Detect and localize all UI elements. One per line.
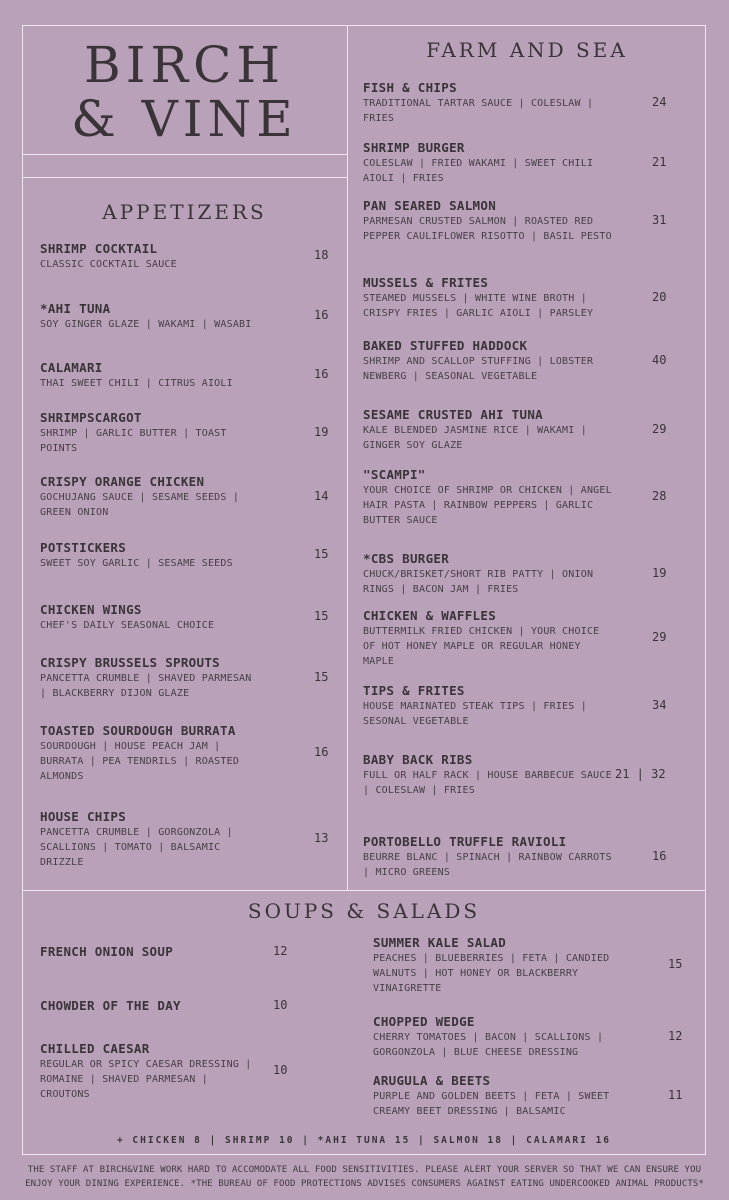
menu-item-description: YOUR CHOICE OF SHRIMP OR CHICKEN | ANGEL HAIR PASTA | RAINBOW PEPPERS | GARLIC BUTTER SAUCE	[363, 485, 612, 526]
menu-item	[363, 607, 618, 669]
logo-line-1: BIRCH	[83, 36, 285, 94]
menu-item-price: 12	[273, 943, 288, 958]
menu-item-price: 16	[314, 745, 329, 759]
menu-item-name: SHRIMPSCARGOT	[40, 410, 142, 425]
menu-item-description: REGULAR OR SPICY CAESAR DRESSING | ROMAINE | SHAVED PARMESAN | CROUTONS	[40, 1059, 252, 1100]
menu-item	[40, 943, 255, 960]
menu-item-name: FISH & CHIPS	[363, 80, 457, 95]
menu-item-description: TRADITIONAL TARTAR SAUCE | COLESLAW | FRIES	[363, 98, 594, 124]
menu-item-price: 31	[652, 212, 667, 227]
menu-item-price: 29	[652, 421, 667, 436]
menu-item-price: 16	[652, 848, 667, 863]
restaurant-logo	[22, 38, 347, 146]
menu-item	[373, 1072, 633, 1119]
menu-item-price: 10	[273, 997, 288, 1012]
menu-item-name: MUSSELS & FRITES	[363, 275, 489, 290]
menu-item	[363, 751, 618, 798]
menu-item-description: CHERRY TOMATOES | BACON | SCALLIONS | GORGONZOLA | BLUE CHEESE DRESSING	[373, 1032, 604, 1058]
menu-item	[40, 808, 255, 870]
menu-item	[40, 359, 255, 391]
menu-item	[363, 274, 618, 321]
menu-item-description: PARMESAN CRUSTED SALMON | ROASTED RED PEPPER CAULIFLOWER RISOTTO | BASIL PESTO	[363, 216, 612, 242]
menu-item	[40, 240, 255, 272]
menu-item	[40, 539, 255, 571]
menu-item-description: BUTTERMILK FRIED CHICKEN | YOUR CHOICE OF HOT HONEY MAPLE OR REGULAR HONEY MAPLE	[363, 626, 600, 667]
menu-item	[40, 997, 255, 1014]
menu-item-price: 18	[314, 248, 329, 262]
menu-item	[373, 934, 633, 996]
menu-item-price: 13	[314, 831, 329, 845]
logo-rule-top	[22, 154, 347, 155]
menu-item-description: GOCHUJANG SAUCE | SESAME SEEDS | GREEN ONION	[40, 492, 240, 518]
menu-item-description: PANCETTA CRUMBLE | SHAVED PARMESAN | BLACKBERRY DIJON GLAZE	[40, 673, 252, 699]
menu-item-price: 21 | 32	[615, 766, 666, 781]
menu-item-name: CHOPPED WEDGE	[373, 1014, 475, 1029]
menu-item-price: 10	[273, 1063, 288, 1077]
logo-rule-bottom	[22, 177, 347, 178]
menu-item	[363, 197, 618, 244]
menu-item	[40, 473, 255, 520]
menu-item-price: 29	[652, 630, 667, 644]
menu-item	[40, 601, 255, 633]
menu-item-name: CRISPY ORANGE CHICKEN	[40, 474, 205, 489]
menu-item-description: SHRIMP AND SCALLOP STUFFING | LOBSTER NEWBERG | SEASONAL VEGETABLE	[363, 356, 594, 382]
menu-item-description: CLASSIC COCKTAIL SAUCE	[40, 259, 177, 270]
footer-line-2: ENJOY YOUR DINING EXPERIENCE. *THE BUREAU OF FOOD PROTECTIONS ADVISES CONSUMERS AGAINST EATING UNDERCOOKED ANIMAL PRODUCTS*	[25, 1179, 704, 1189]
menu-item-description: BEURRE BLANC | SPINACH | RAINBOW CARROTS | MICRO GREENS	[363, 852, 612, 878]
column-divider	[347, 25, 348, 890]
menu-item-name: PORTOBELLO TRUFFLE RAVIOLI	[363, 834, 567, 849]
menu-item-name: BAKED STUFFED HADDOCK	[363, 338, 528, 353]
menu-item-name: CHICKEN WINGS	[40, 602, 142, 617]
menu-item-name: TIPS & FRITES	[363, 683, 465, 698]
menu-item-price: 11	[668, 1087, 683, 1102]
menu-item	[40, 300, 255, 332]
menu-item-description: CHUCK/BRISKET/SHORT RIB PATTY | ONION RINGS | BACON JAM | FRIES	[363, 569, 594, 595]
menu-item-price: 15	[314, 547, 329, 561]
menu-item	[363, 79, 618, 126]
menu-item-price: 40	[652, 352, 667, 367]
menu-item-description: FULL OR HALF RACK | HOUSE BARBECUE SAUCE | COLESLAW | FRIES	[363, 770, 612, 796]
menu-item-name: PAN SEARED SALMON	[363, 198, 497, 213]
menu-item-name: SHRIMP COCKTAIL	[40, 241, 158, 256]
menu-item-description: HOUSE MARINATED STEAK TIPS | FRIES | SESONAL VEGETABLE	[363, 701, 587, 727]
menu-item-price: 15	[314, 669, 329, 684]
menu-item-name: SESAME CRUSTED AHI TUNA	[363, 407, 543, 422]
menu-item-name: *CBS BURGER	[363, 551, 450, 566]
logo-line-2: & VINE	[71, 90, 298, 148]
menu-item-name: HOUSE CHIPS	[40, 809, 127, 824]
menu-item	[363, 466, 618, 528]
menu-item-price: 15	[668, 957, 683, 971]
menu-item-price: 21	[652, 154, 667, 169]
menu-item-name: CALAMARI	[40, 360, 103, 375]
menu-item	[363, 139, 618, 186]
appetizers-heading: APPETIZERS	[102, 200, 267, 224]
menu-item-price: 20	[652, 289, 667, 304]
footer-line-1: THE STAFF AT BIRCH&VINE WORK HARD TO ACCOMODATE ALL FOOD SENSITIVITIES. PLEASE ALERT YOUR SERVER SO THAT WE CAN ENSURE YOU	[27, 1165, 702, 1175]
menu-item-description: STEAMED MUSSELS | WHITE WINE BROTH | CRISPY FRIES | GARLIC AIOLI | PARSLEY	[363, 293, 594, 319]
menu-item	[363, 550, 618, 597]
soups-rule	[22, 890, 706, 891]
menu-item-name: BABY BACK RIBS	[363, 752, 473, 767]
menu-item-description: COLESLAW | FRIED WAKAMI | SWEET CHILI AIOLI | FRIES	[363, 158, 594, 184]
menu-item-description: KALE BLENDED JASMINE RICE | WAKAMI | GINGER SOY GLAZE	[363, 425, 587, 451]
menu-item-name: *AHI TUNA	[40, 301, 111, 316]
menu-item	[40, 654, 255, 701]
menu-item-price: 28	[652, 489, 667, 503]
menu-item-price: 19	[314, 424, 329, 439]
menu-item	[363, 406, 618, 453]
menu-item-name: SUMMER KALE SALAD	[373, 935, 507, 950]
menu-item	[40, 722, 255, 784]
menu-item	[40, 1040, 255, 1102]
menu-item-price: 16	[314, 308, 329, 322]
menu-item-description: PANCETTA CRUMBLE | GORGONZOLA | SCALLIONS | TOMATO | BALSAMIC DRIZZLE	[40, 827, 233, 868]
menu-item-name: TOASTED SOURDOUGH BURRATA	[40, 723, 236, 738]
menu-item-name: CHICKEN & WAFFLES	[363, 608, 497, 623]
menu-item	[363, 337, 618, 384]
menu-item-description: PURPLE AND GOLDEN BEETS | FETA | SWEET CREAMY BEET DRESSING | BALSAMIC	[373, 1091, 610, 1117]
menu-item	[363, 682, 618, 729]
menu-item-name: CHILLED CAESAR	[40, 1041, 150, 1056]
menu-item-description: PEACHES | BLUEBERRIES | FETA | CANDIED WALNUTS | HOT HONEY OR BLACKBERRY VINAIGRETTE	[373, 953, 610, 994]
menu-item-price: 16	[314, 367, 329, 381]
farm-sea-heading: FARM AND SEA	[426, 38, 628, 62]
soups-salads-heading: SOUPS & SALADS	[247, 899, 481, 923]
menu-item-description: SOY GINGER GLAZE | WAKAMI | WASABI	[40, 319, 252, 330]
menu-item-name: ARUGULA & BEETS	[373, 1073, 491, 1088]
menu-item	[363, 833, 618, 880]
menu-item-price: 34	[652, 697, 667, 712]
menu-item-price: 19	[652, 565, 667, 580]
menu-item-description: SWEET SOY GARLIC | SESAME SEEDS	[40, 558, 233, 569]
menu-item-name: CRISPY BRUSSELS SPROUTS	[40, 655, 220, 670]
menu-item-name: "SCAMPI"	[363, 467, 426, 482]
menu-item-price: 24	[652, 94, 667, 109]
salad-addons: + CHICKEN 8 | SHRIMP 10 | *AHI TUNA 15 | SALMON 18 | CALAMARI 16	[116, 1135, 612, 1146]
menu-item-description: CHEF'S DAILY SEASONAL CHOICE	[40, 620, 215, 631]
menu-item-price: 14	[314, 488, 329, 503]
menu-item	[373, 1013, 633, 1060]
footer-note	[6, 1163, 723, 1191]
menu-item	[40, 409, 255, 456]
menu-item-description: THAI SWEET CHILI | CITRUS AIOLI	[40, 378, 233, 389]
menu-item-name: SHRIMP BURGER	[363, 140, 465, 155]
menu-item-price: 12	[668, 1028, 683, 1043]
menu-item-description: SHRIMP | GARLIC BUTTER | TOAST POINTS	[40, 428, 227, 454]
menu-item-name: FRENCH ONION SOUP	[40, 944, 174, 959]
menu-item-description: SOURDOUGH | HOUSE PEACH JAM | BURRATA | PEA TENDRILS | ROASTED ALMONDS	[40, 741, 240, 782]
menu-item-name: CHOWDER OF THE DAY	[40, 998, 181, 1013]
menu-item-price: 15	[314, 609, 329, 623]
menu-item-name: POTSTICKERS	[40, 540, 127, 555]
